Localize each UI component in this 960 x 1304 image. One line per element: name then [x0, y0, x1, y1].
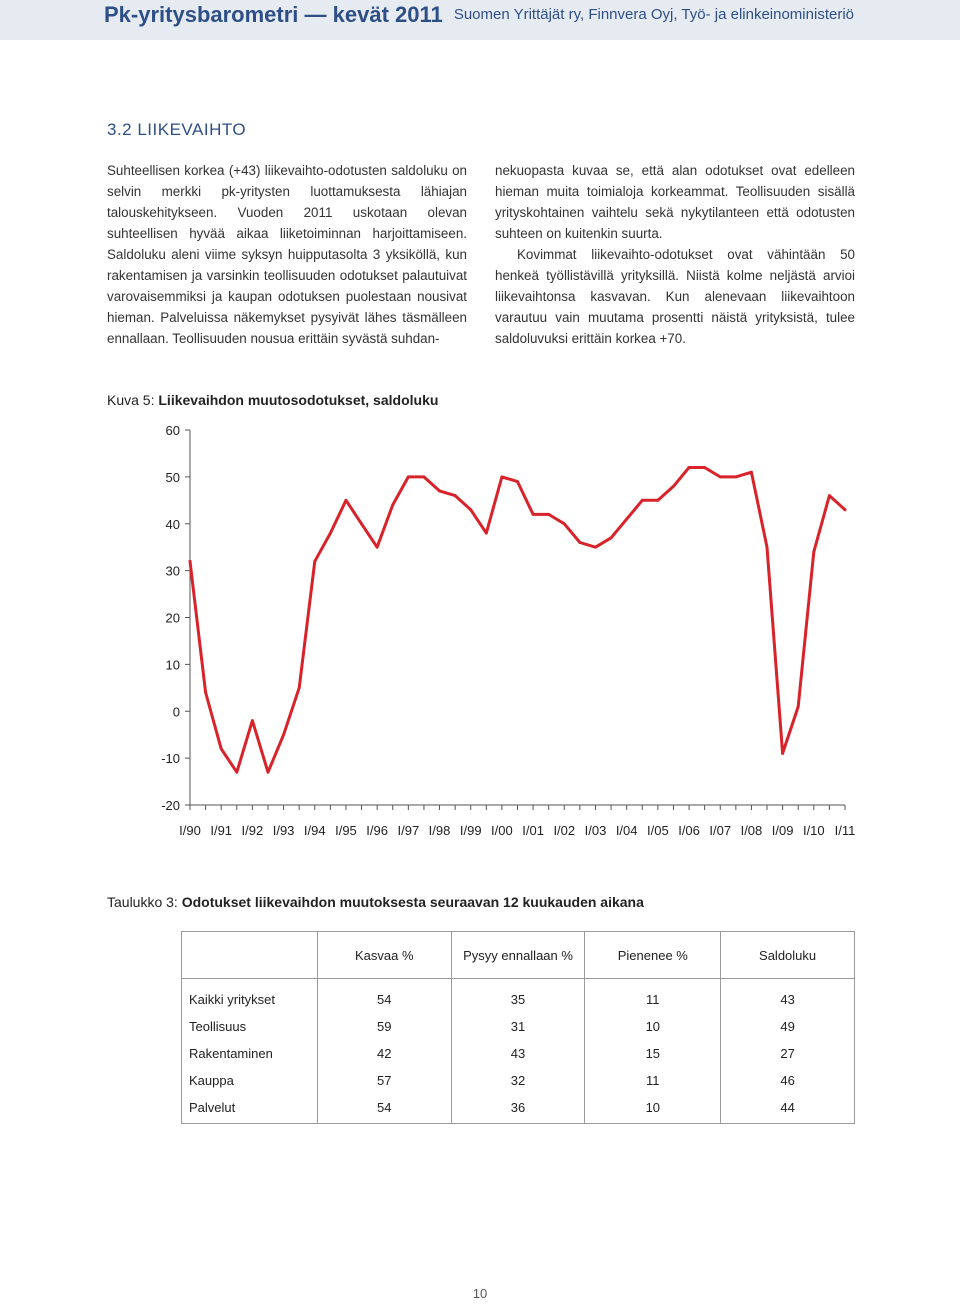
- table-row: [182, 979, 855, 1014]
- figure-title: Liikevaihdon muutosodotukset, saldoluku: [158, 392, 439, 408]
- data-point: [298, 686, 301, 689]
- table-cell: 43: [451, 1040, 585, 1067]
- x-tick-label: I/04: [615, 823, 638, 838]
- row-label: Palvelut: [182, 1094, 318, 1124]
- row-label: Kauppa: [182, 1067, 318, 1094]
- column-header: Saldoluku: [721, 932, 855, 979]
- data-point: [594, 546, 597, 549]
- y-tick-label: 30: [165, 563, 180, 579]
- table-cell: 43: [721, 979, 855, 1014]
- table-cell: 42: [317, 1040, 451, 1067]
- column-header: [182, 932, 318, 979]
- x-tick-label: I/08: [740, 823, 763, 838]
- data-point: [204, 691, 207, 694]
- data-point: [454, 494, 457, 497]
- publication-title: Pk-yritysbarometri — kevät 2011: [104, 2, 443, 27]
- data-point: [734, 476, 737, 479]
- y-tick-label: 10: [165, 657, 180, 673]
- x-tick-label: I/09: [771, 823, 794, 838]
- table-row: [182, 1067, 855, 1094]
- paragraph: nekuopasta kuvaa se, että alan odotukset ovat edelleen hieman muita toimialoja korkeammat. Teollisuuden sisällä yrityskohtainen vaihtelu sekä nykytilanteen että odotusten suhteen on kuitenkin suurta.: [495, 163, 855, 241]
- data-point: [485, 532, 488, 535]
- data-point: [345, 499, 348, 502]
- y-axis: [161, 423, 190, 813]
- x-tick-label: I/93: [272, 823, 295, 838]
- table-cell: 59: [317, 1013, 451, 1040]
- page-number: 10: [472, 1286, 488, 1301]
- data-point: [719, 476, 722, 479]
- row-label: Kaikki yritykset: [182, 979, 318, 1014]
- series-line: [190, 468, 845, 773]
- data-point: [781, 752, 784, 755]
- data-point: [360, 522, 363, 525]
- data-point: [469, 508, 472, 511]
- data-point: [703, 466, 706, 469]
- table-row: [182, 1094, 855, 1124]
- data-point: [641, 499, 644, 502]
- table-cell: 46: [721, 1067, 855, 1094]
- data-point: [516, 480, 519, 483]
- y-tick-label: 20: [165, 610, 180, 626]
- table-label: Taulukko 3:: [107, 894, 178, 910]
- table-caption: [107, 894, 644, 910]
- data-point: [532, 513, 535, 516]
- y-tick-label: 0: [172, 704, 180, 720]
- figure-label: Kuva 5:: [107, 392, 155, 408]
- table-cell: 11: [585, 979, 721, 1014]
- table-row: [182, 1040, 855, 1067]
- table-cell: 49: [721, 1013, 855, 1040]
- x-tick-label: I/02: [553, 823, 576, 838]
- x-tick-label: I/98: [428, 823, 451, 838]
- x-tick-label: I/96: [366, 823, 388, 838]
- x-tick-label: I/90: [179, 823, 201, 838]
- data-point: [610, 536, 613, 539]
- data-point: [313, 560, 316, 563]
- data-point: [625, 518, 628, 521]
- data-point: [329, 532, 332, 535]
- data-point: [688, 466, 691, 469]
- data-point: [251, 719, 254, 722]
- x-tick-label: I/94: [303, 823, 326, 838]
- table-cell: 44: [721, 1094, 855, 1124]
- data-point: [812, 551, 815, 554]
- x-tick-label: I/10: [802, 823, 825, 838]
- x-tick-label: I/07: [709, 823, 732, 838]
- expectations-table: [181, 931, 855, 1124]
- data-point: [828, 494, 831, 497]
- x-tick-label: I/91: [210, 823, 233, 838]
- series-group: [189, 466, 847, 773]
- x-tick-label: I/92: [241, 823, 264, 838]
- x-tick-label: I/05: [647, 823, 669, 838]
- row-label: Rakentaminen: [182, 1040, 318, 1067]
- data-point: [579, 541, 582, 544]
- x-tick-label: I/11: [834, 823, 856, 838]
- x-axis: [179, 805, 855, 838]
- data-point: [407, 476, 410, 479]
- y-tick-label: -10: [161, 751, 180, 767]
- data-point: [501, 476, 504, 479]
- data-point: [376, 546, 379, 549]
- data-point: [750, 471, 753, 474]
- publication-publishers: Suomen Yrittäjät ry, Finnvera Oyj, Työ- ja elinkeinoministeriö: [453, 6, 854, 23]
- data-point: [672, 485, 675, 488]
- table-cell: 54: [317, 979, 451, 1014]
- y-tick-label: 50: [165, 469, 180, 485]
- table-cell: 36: [451, 1094, 585, 1124]
- x-tick-label: I/06: [678, 823, 700, 838]
- column-header: Pysyy ennallaan %: [451, 932, 585, 979]
- y-tick-label: 60: [165, 423, 180, 438]
- data-point: [657, 499, 660, 502]
- data-point: [797, 705, 800, 708]
- table-cell: 27: [721, 1040, 855, 1067]
- table-cell: 15: [585, 1040, 721, 1067]
- table-cell: 57: [317, 1067, 451, 1094]
- data-point: [235, 771, 238, 774]
- data-point: [189, 560, 192, 563]
- table-header-row: [182, 932, 855, 979]
- section-heading: 3.2 LIIKEVAIHTO: [107, 120, 247, 139]
- data-point: [438, 490, 441, 493]
- data-point: [547, 513, 550, 516]
- table-cell: 35: [451, 979, 585, 1014]
- data-point: [766, 546, 769, 549]
- data-point: [282, 733, 285, 736]
- x-tick-label: I/97: [397, 823, 420, 838]
- paragraph: Kovimmat liikevaihto-odotukset ovat vähintään 50 henkeä työllistävillä yrityksillä. Niistä kolme neljästä arvioi liikevaihtonsa kasvavan. Kun alenevaan liikevaihtoon varautuu vain muutama prosentti näistä yrityksistä, tulee saldoluvuksi erittäin korkea +70.: [495, 247, 855, 346]
- x-tick-label: I/01: [522, 823, 544, 838]
- data-point: [391, 504, 394, 507]
- y-tick-label: 40: [165, 516, 180, 532]
- table-cell: 10: [585, 1094, 721, 1124]
- data-point: [220, 747, 223, 750]
- table-cell: 11: [585, 1067, 721, 1094]
- x-tick-label: I/95: [335, 823, 357, 838]
- paragraph: Suhteellisen korkea (+43) liikevaihto-odotusten saldoluku on selvin merkki pk-yritysten luottamuksesta lähiajan talouskehitykseen. Vuoden 2011 uskotaan olevan suhteellisen hyvää aikaa liiketoiminnan harjoittamiseen. Saldoluku aleni viime syksyn huipputasolta 3 yksiköllä, kun rakentamisen ja varsinkin teollisuuden odotukset palautuivat varovaisemmiksi ja kaupan odotuksen puolestaan nousivat hieman. Palveluissa näkemykset pysyivät lähes täsmälleen ennallaan. Teollisuuden nousua erittäin syvästä suhdan-: [107, 163, 467, 346]
- x-tick-label: I/03: [584, 823, 607, 838]
- table-cell: 31: [451, 1013, 585, 1040]
- column-header: Pienenee %: [585, 932, 721, 979]
- table-title: Odotukset liikevaihdon muutoksesta seuraavan 12 kuukauden aikana: [181, 894, 644, 910]
- column-header: Kasvaa %: [317, 932, 451, 979]
- table-cell: 10: [585, 1013, 721, 1040]
- table-cell: 54: [317, 1094, 451, 1124]
- data-point: [423, 476, 426, 479]
- y-tick-label: -20: [161, 798, 180, 813]
- data-point: [563, 522, 566, 525]
- row-label: Teollisuus: [182, 1013, 318, 1040]
- table-row: [182, 1013, 855, 1040]
- data-point: [267, 771, 270, 774]
- x-tick-label: I/99: [459, 823, 482, 838]
- data-point: [844, 508, 847, 511]
- table-cell: 32: [451, 1067, 585, 1094]
- x-tick-label: I/00: [491, 823, 513, 838]
